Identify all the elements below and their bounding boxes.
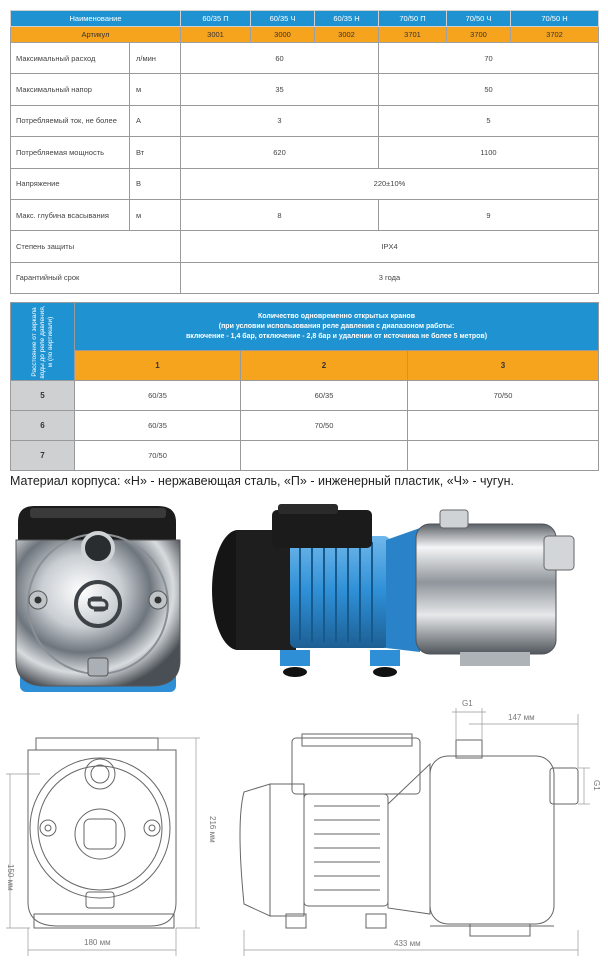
spec-table	[10, 10, 599, 294]
distance-value: 7	[11, 441, 75, 471]
open-taps-header-row	[11, 351, 599, 381]
spec-unit: м	[130, 199, 181, 230]
spec-value-70: 9	[379, 199, 599, 230]
dim-length-433: 433 мм	[394, 939, 421, 948]
spec-unit: Вт	[130, 137, 181, 168]
distance-header	[11, 303, 75, 381]
article-value: 3000	[251, 27, 315, 43]
spec-label: Максимальный напор	[11, 74, 130, 105]
spec-row	[11, 137, 599, 168]
spec-label: Макс. глубина всасывания	[11, 199, 130, 230]
pump-side-drawing	[230, 694, 608, 966]
spec-article-row	[11, 27, 599, 43]
spec-label: Напряжение	[11, 168, 130, 199]
spec-row	[11, 74, 599, 105]
spec-value-60: 3	[181, 105, 379, 136]
dim-height-150: 150 мм	[6, 864, 15, 891]
spec-row	[11, 105, 599, 136]
pump-side-photo	[210, 500, 600, 685]
article-label: Артикул	[11, 27, 181, 43]
spec-value-70: 5	[379, 105, 599, 136]
pump-front-drawing	[0, 716, 230, 966]
taps-cell: 70/50	[241, 411, 408, 441]
spec-row	[11, 43, 599, 74]
dim-height-216: 216 мм	[208, 816, 217, 843]
spec-row	[11, 262, 599, 293]
article-value: 3001	[181, 27, 251, 43]
spec-label: Гарантийный срок	[11, 262, 181, 293]
spec-value-all: 3 года	[181, 262, 599, 293]
spec-unit: А	[130, 105, 181, 136]
taps-row	[11, 411, 599, 441]
spec-value-70: 70	[379, 43, 599, 74]
dim-width-180: 180 мм	[84, 938, 111, 947]
dim-g1-side: G1	[592, 780, 601, 791]
model-header: 60/35 Н	[315, 11, 379, 27]
taps-cell	[408, 441, 599, 471]
spec-row	[11, 231, 599, 262]
distance-header-text: Расстояние от зеркала воды до реле давления, м (по вертикали)	[30, 304, 54, 379]
spec-label: Потребляемая мощность	[11, 137, 130, 168]
material-note: Материал корпуса: «Н» - нержавеющая сталь, «П» - инженерный пластик, «Ч» - чугун.	[10, 474, 514, 488]
dim-length-147: 147 мм	[508, 713, 535, 722]
spec-value-60: 35	[181, 74, 379, 105]
spec-unit: В	[130, 168, 181, 199]
article-value: 3700	[447, 27, 511, 43]
spec-value-60: 8	[181, 199, 379, 230]
taps-cell: 60/35	[75, 411, 241, 441]
taps-row	[11, 441, 599, 471]
spec-unit: л/мин	[130, 43, 181, 74]
model-header: 70/50 Н	[511, 11, 599, 27]
spec-value-all: 220±10%	[181, 168, 599, 199]
taps-title	[75, 303, 599, 351]
distance-value: 6	[11, 411, 75, 441]
taps-cell: 60/35	[75, 381, 241, 411]
taps-cell	[241, 441, 408, 471]
pump-front-photo	[10, 500, 186, 700]
spec-value-70: 1100	[379, 137, 599, 168]
spec-value-70: 50	[379, 74, 599, 105]
spec-header-label: Наименование	[11, 11, 181, 27]
spec-row	[11, 168, 599, 199]
distance-value: 5	[11, 381, 75, 411]
dim-g1-top: G1	[462, 699, 473, 708]
model-header: 60/35 П	[181, 11, 251, 27]
spec-value-60: 620	[181, 137, 379, 168]
taps-row	[11, 381, 599, 411]
open-taps-header: 3	[408, 351, 599, 381]
article-value: 3701	[379, 27, 447, 43]
taps-title-row	[11, 303, 599, 351]
open-taps-header: 2	[241, 351, 408, 381]
taps-title-line: Количество одновременно открытых кранов	[258, 312, 416, 320]
taps-cell: 60/35	[241, 381, 408, 411]
taps-cell: 70/50	[408, 381, 599, 411]
spec-header-row	[11, 11, 599, 27]
spec-row	[11, 199, 599, 230]
taps-cell: 70/50	[75, 441, 241, 471]
taps-title-line: (при условии использования реле давления с диапазоном работы:	[218, 322, 455, 330]
model-header: 70/50 Ч	[447, 11, 511, 27]
spec-unit: м	[130, 74, 181, 105]
open-taps-header: 1	[75, 351, 241, 381]
spec-label: Потребляемый ток, не более	[11, 105, 130, 136]
taps-table	[10, 302, 599, 471]
taps-title-line: включение - 1,4 бар, отключение - 2,8 бар и удалении от источника не более 5 метров)	[185, 332, 488, 340]
model-header: 70/50 П	[379, 11, 447, 27]
spec-value-all: IPX4	[181, 231, 599, 262]
article-value: 3702	[511, 27, 599, 43]
article-value: 3002	[315, 27, 379, 43]
model-header: 60/35 Ч	[251, 11, 315, 27]
spec-value-60: 60	[181, 43, 379, 74]
spec-label: Степень защиты	[11, 231, 181, 262]
taps-cell	[408, 411, 599, 441]
spec-label: Максимальный расход	[11, 43, 130, 74]
